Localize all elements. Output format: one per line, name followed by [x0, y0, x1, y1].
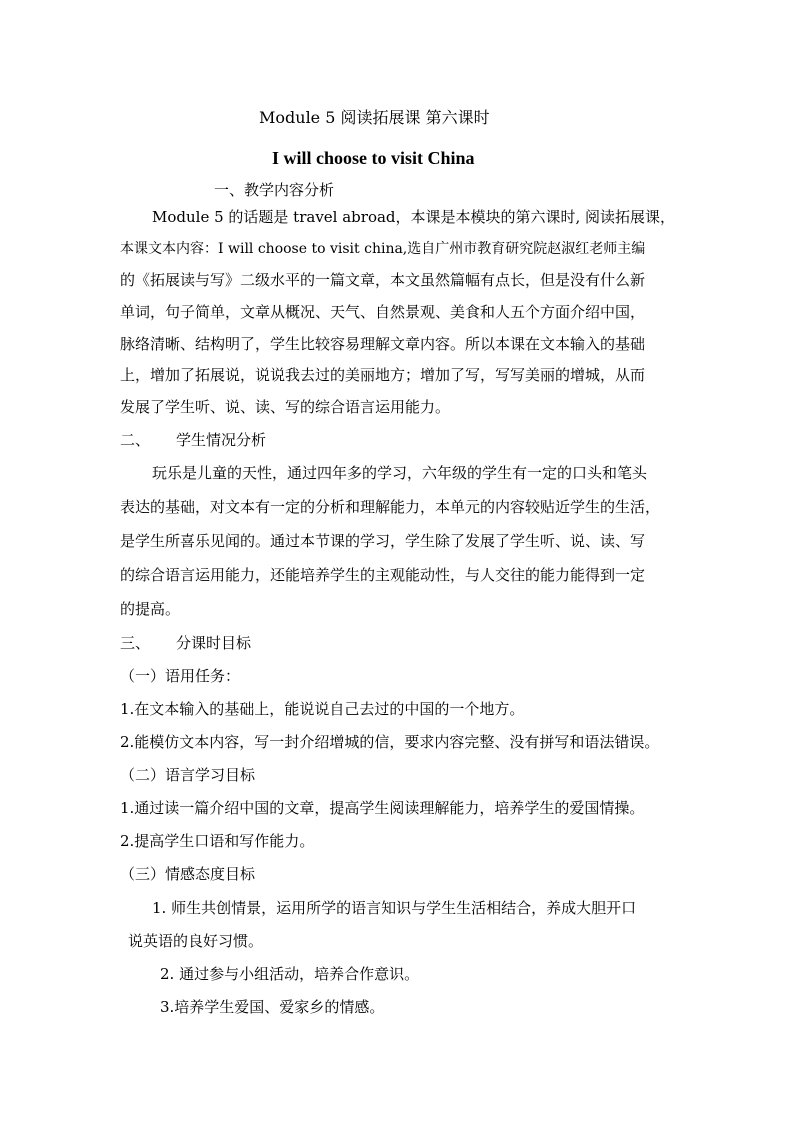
section2-line: 表达的基础，对文本有一定的分析和理解能力，本单元的内容较贴近学生的生活， [120, 498, 661, 516]
section2-line: 玩乐是儿童的天性，通过四年多的学习，六年级的学生有一定的口头和笔头 [152, 464, 648, 482]
subsection3-item: 3.培养学生爱国、爱家乡的情感。 [160, 998, 385, 1016]
subsection1-item: 2.能模仿文本内容，写一封介绍增城的信，要求内容完整、没有拼写和语法错误。 [120, 733, 660, 751]
section2-line: 是学生所喜乐见闻的。通过本节课的学习，学生除了发展了学生听、说、读、写 [120, 532, 646, 550]
subsection3-item: 说英语的良好习惯。 [128, 932, 264, 950]
subsection2-item: 2.提高学生口语和写作能力。 [120, 832, 315, 850]
section1-line: 本课文本内容：I will choose to visit china,选自广州市教育研究院赵淑红老师主编 [120, 241, 646, 257]
subsection1-item: 1.在文本输入的基础上，能说说自己去过的中国的一个地方。 [120, 700, 525, 718]
section1-heading: 一、教学内容分析 [214, 181, 335, 199]
section2-line: 的综合语言运用能力，还能培养学生的主观能动性，与人交往的能力能得到一定 [120, 566, 646, 584]
section3-heading: 分课时目标 [176, 634, 252, 652]
section1-line: 发展了学生听、说、读、写的综合语言运用能力。 [120, 398, 451, 416]
section1-line: 上，增加了拓展说，说说我去过的美丽地方；增加了写，写写美丽的增城，从而 [120, 366, 646, 384]
page-title: Module 5 阅读拓展课 第六课时 [259, 108, 490, 127]
section2-number: 二、 [120, 431, 151, 449]
page-subtitle: I will choose to visit China [272, 148, 475, 168]
section3-number: 三、 [120, 634, 151, 652]
subsection3-item: 1. 师生共创情景，运用所学的语言知识与学生生活相结合，养成大胆开口 [152, 899, 637, 917]
section1-line: 脉络清晰、结构明了，学生比较容易理解文章内容。所以本课在文本输入的基础 [120, 335, 646, 353]
section2-heading: 学生情况分析 [176, 431, 267, 449]
section1-line: Module 5 的话题是 travel abroad，本课是本模块的第六课时, 阅读拓展课， [152, 208, 676, 226]
subsection2-item: 1.通过读一篇介绍中国的文章，提高学生阅读理解能力，培养学生的爱国情操。 [120, 799, 645, 817]
section1-line: 的《拓展读与写》二级水平的一篇文章，本文虽然篇幅有点长，但是没有什么新 [120, 271, 646, 289]
subsection3-item: 2. 通过参与小组活动，培养合作意识。 [160, 965, 420, 983]
subsection3-heading: （三）情感态度目标 [120, 865, 256, 883]
section1-line: 单词，句子简单，文章从概况、天气、自然景观、美食和人五个方面介绍中国， [120, 303, 646, 321]
subsection1-heading: （一）语用任务： [120, 667, 241, 685]
subsection2-heading: （二）语言学习目标 [120, 766, 256, 784]
section2-line: 的提高。 [120, 600, 181, 618]
